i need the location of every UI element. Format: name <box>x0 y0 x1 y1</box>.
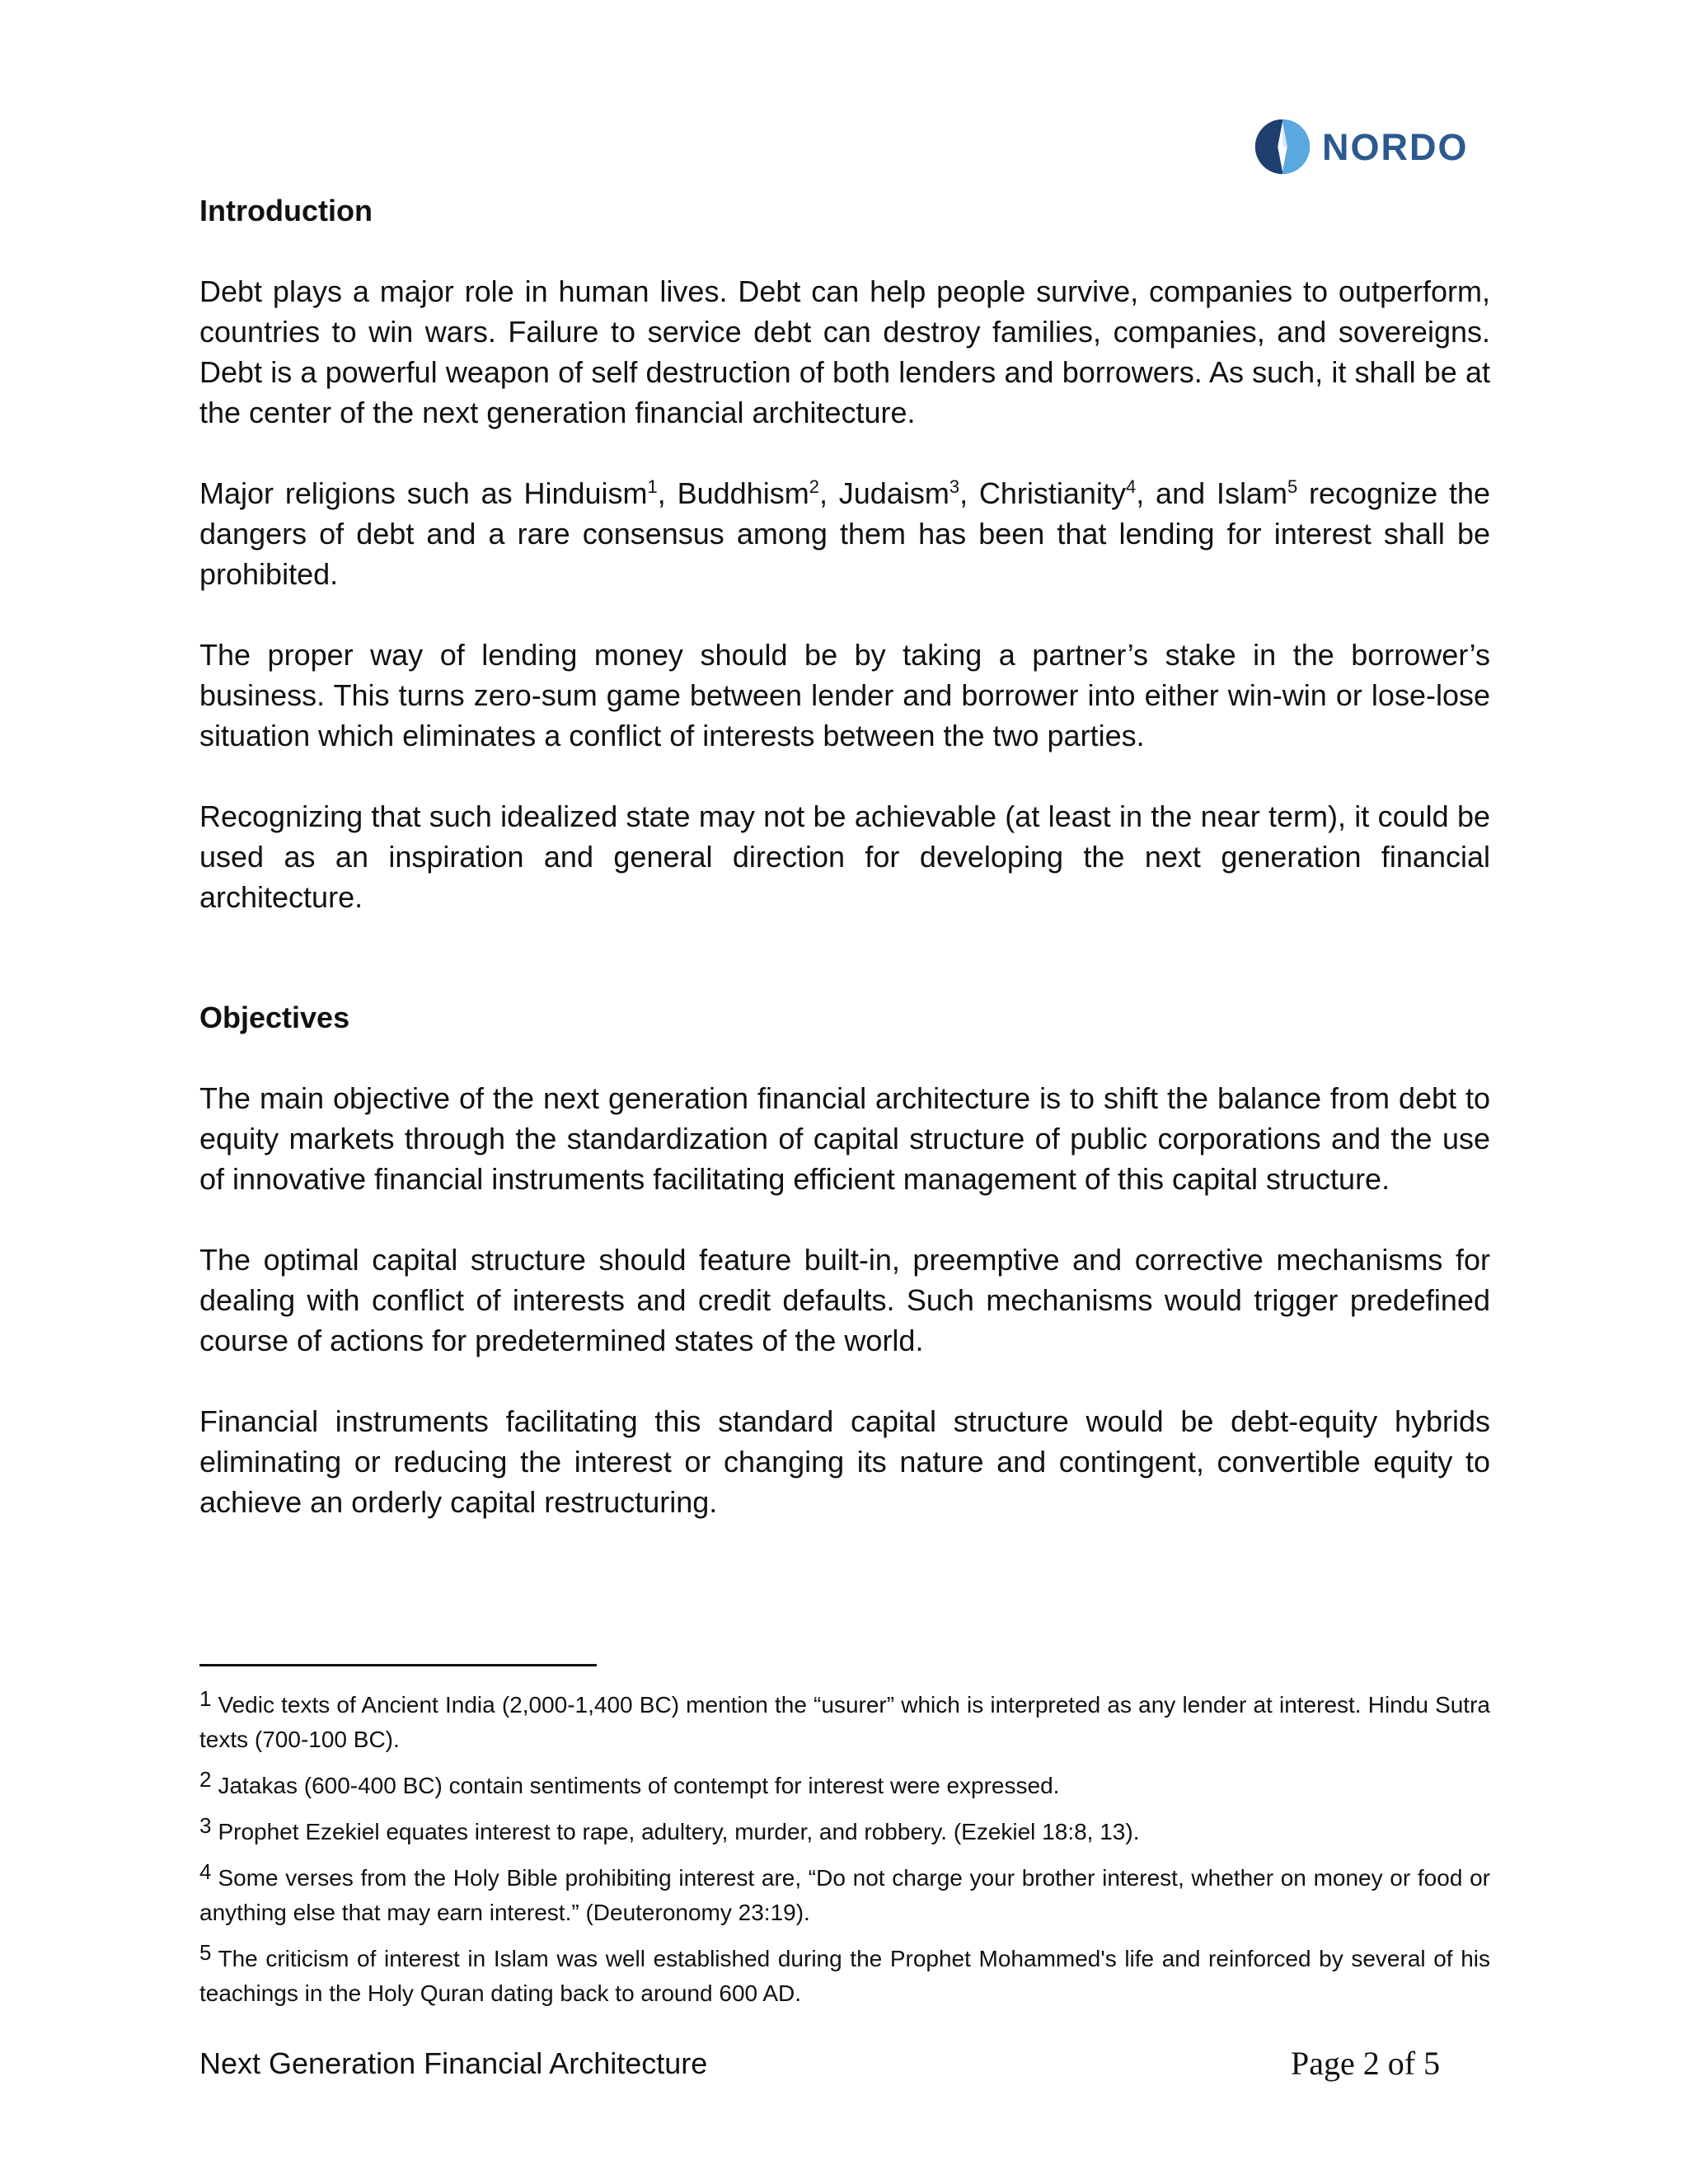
intro-p2-text: , Judaism <box>818 476 950 510</box>
footnote <box>199 1935 1490 2011</box>
intro-p2-text: , and Islam <box>1136 476 1287 510</box>
footnotes <box>199 1681 1490 2016</box>
intro-paragraph-3: The proper way of lending money should be by taking a partner’s stake in the borrower’s business. This turns zero-sum game between lender and borrower into either win-win or lose-lose situation which eliminates a conflict of interests between the two parties. <box>199 638 1490 752</box>
main-content <box>199 191 1490 1522</box>
intro-p2-text: , Buddhism <box>657 476 809 510</box>
compass-star-icon <box>1253 117 1312 176</box>
footer-document-title: Next Generation Financial Architecture <box>199 2046 708 2080</box>
footnote <box>199 1681 1490 1757</box>
footnote-text: The criticism of interest in Islam was well established during the Prophet Mohammed's life and reinforced by several of his teachings in the Holy Quran dating back to around 600 AD. <box>199 1946 1490 2006</box>
footnote <box>199 1762 1490 1803</box>
footnote-ref-4: 4 <box>1125 476 1137 497</box>
footnote-text: Vedic texts of Ancient India (2,000-1,400 BC) mention the “usurer” which is interpreted as any lender at interest. Hindu Sutra texts (700-100 BC). <box>199 1692 1490 1752</box>
intro-p2-text: Major religions such as Hinduism <box>199 476 648 510</box>
introduction-heading: Introduction <box>199 194 373 227</box>
footnote-text: Some verses from the Holy Bible prohibiting interest are, “Do not charge your brother interest, whether on money or food or anything else that may earn interest.” (Deuteronomy 23:19). <box>199 1865 1490 1925</box>
objectives-heading: Objectives <box>199 1001 350 1034</box>
logo-wordmark: NORDO <box>1322 125 1469 168</box>
intro-p2-text: recognize the dangers of debt and a rare consensus among them has been that lending for interest shall be prohibited. <box>199 476 1490 591</box>
footnote-number: 4 <box>199 1859 212 1884</box>
objectives-paragraph-1: The main objective of the next generation financial architecture is to shift the balance from debt to equity markets through the standardization of capital structure of public corporations and the use of innovative financial instruments facilitating efficient management of this capital structure. <box>199 1081 1490 1196</box>
intro-paragraph-2 <box>199 473 1490 594</box>
footnote-number: 5 <box>199 1940 212 1965</box>
footnote <box>199 1808 1490 1849</box>
footnote-number: 3 <box>199 1813 212 1838</box>
footnote-number: 1 <box>199 1686 212 1711</box>
footnote-ref-1: 1 <box>647 476 658 497</box>
nordo-logo <box>1253 115 1469 178</box>
footnote-text: Jatakas (600-400 BC) contain sentiments of contempt for interest were expressed. <box>218 1773 1060 1798</box>
footnote-text: Prophet Ezekiel equates interest to rape, adultery, murder, and robbery. (Ezekiel 18:8, 13). <box>218 1819 1140 1844</box>
objectives-paragraph-2: The optimal capital structure should feature built-in, preemptive and corrective mechanisms for dealing with conflict of interests and credit defaults. Such mechanisms would trigger predefined course of actions for predetermined states of the world. <box>199 1243 1490 1357</box>
intro-paragraph-1: Debt plays a major role in human lives. Debt can help people survive, companies to outperform, countries to win wars. Failure to service debt can destroy families, companies, and sovereigns. Debt is a powerful weapon of self destruction of both lenders and borrowers. As such, it shall be at the center of the next generation financial architecture. <box>199 274 1490 429</box>
intro-paragraph-4: Recognizing that such idealized state may not be achievable (at least in the near term), it could be used as an inspiration and general direction for developing the next generation financial architecture. <box>199 799 1490 914</box>
footnote-number: 2 <box>199 1767 212 1792</box>
objectives-paragraph-3: Financial instruments facilitating this standard capital structure would be debt-equity hybrids eliminating or reducing the interest or changing its nature and contingent, convertible equity to achieve an orderly capital restructuring. <box>199 1404 1490 1519</box>
intro-p2-text: , Christianity <box>959 476 1126 510</box>
footnote-ref-5: 5 <box>1287 476 1298 497</box>
footnote-ref-3: 3 <box>949 476 960 497</box>
footnote <box>199 1854 1490 1930</box>
footer-page-number: Page 2 of 5 <box>1291 2045 1441 2082</box>
footnote-divider <box>199 1664 597 1666</box>
footnote-ref-2: 2 <box>809 476 819 497</box>
